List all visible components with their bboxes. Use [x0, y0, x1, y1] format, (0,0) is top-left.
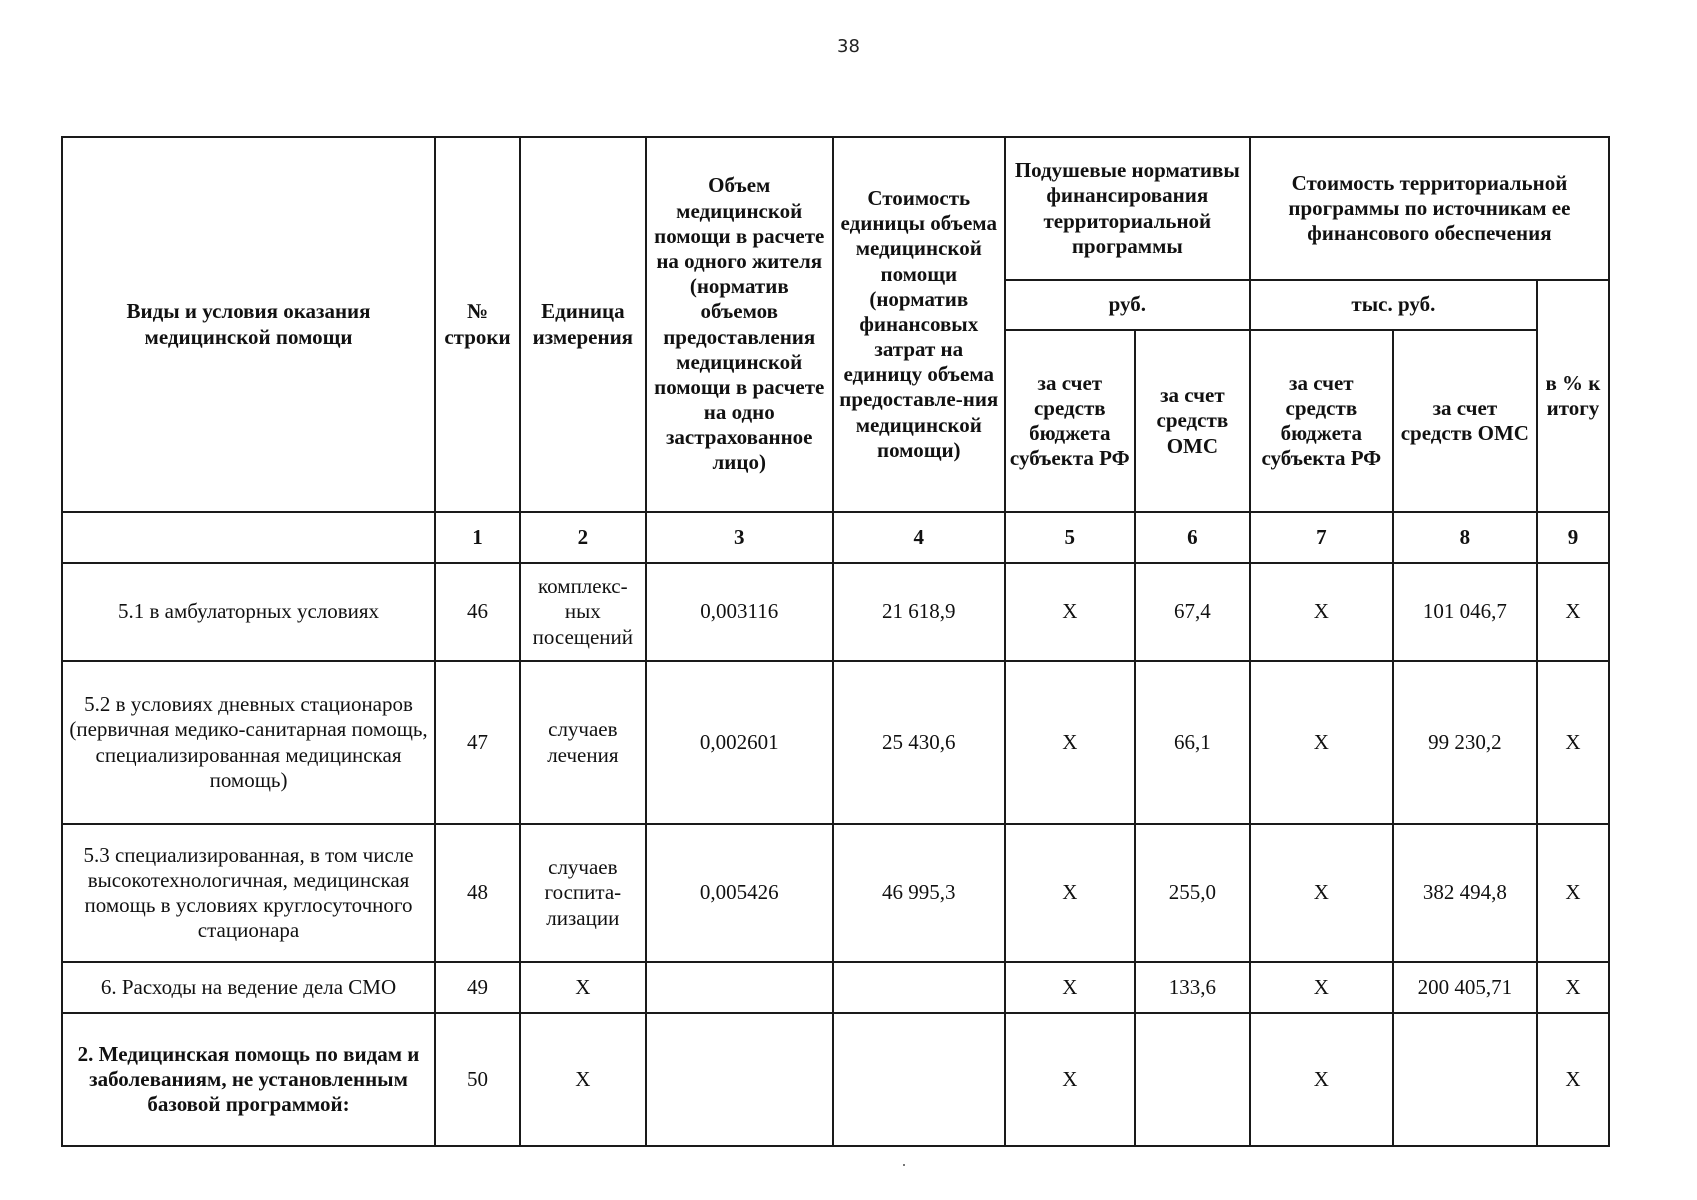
header-percent-total-text: в % к итогу: [1545, 370, 1601, 420]
row-name: 5.1 в амбулаторных условиях: [62, 563, 435, 661]
row-cost: 46 995,3: [833, 824, 1005, 962]
header-program-cost-text: Стоимость территориальной программы по источникам ее финансового обеспечения: [1288, 170, 1571, 246]
column-number: 9: [1537, 512, 1609, 563]
header-cost: [833, 137, 1005, 512]
row-name: 2. Медицинская помощь по видам и заболеваниям, не установленным базовой программой:: [62, 1013, 435, 1146]
row-col9: X: [1537, 661, 1609, 824]
row-col5: X: [1005, 661, 1135, 824]
row-cost: 21 618,9: [833, 563, 1005, 661]
program-cost-table: [61, 136, 1610, 1147]
row-unit: случаев госпита-лизации: [520, 824, 646, 962]
table-row: [62, 824, 1609, 962]
row-volume: 0,002601: [646, 661, 833, 824]
header-oms-text: за счет средств ОМС: [1156, 383, 1229, 458]
row-name: 5.3 специализированная, в том числе высокотехнологичная, медицинская помощь в условиях круглосуточного стационара: [62, 824, 435, 962]
row-number: 49: [435, 962, 520, 1013]
table-row: [62, 962, 1609, 1013]
row-col9: X: [1537, 1013, 1609, 1146]
header-budget-rf-2-text: за счет средств бюджета субъекта РФ: [1261, 370, 1382, 471]
row-col5: X: [1005, 962, 1135, 1013]
header-row-no-text: № строки: [444, 299, 511, 349]
row-name: 5.2 в условиях дневных стационаров (первичная медико-санитарная помощь, специализированная медицинская помощь): [62, 661, 435, 824]
row-unit: X: [520, 1013, 646, 1146]
row-col5: X: [1005, 1013, 1135, 1146]
row-unit: X: [520, 962, 646, 1013]
header-budget-rf-text: за счет средств бюджета субъекта РФ: [1009, 370, 1130, 471]
header-per-capita-text: Подушевые нормативы финансирования территориальной программы: [1014, 158, 1240, 258]
row-col6: [1135, 1013, 1250, 1146]
row-col7: X: [1250, 661, 1393, 824]
header-per-capita: [1005, 137, 1250, 280]
row-col7: X: [1250, 563, 1393, 661]
header-budget-rf: [1005, 330, 1135, 512]
header-unit: [520, 137, 646, 512]
row-col5: X: [1005, 563, 1135, 661]
row-number: 48: [435, 824, 520, 962]
table-row: [62, 661, 1609, 824]
header-thousand-rub-text: тыс. руб.: [1351, 292, 1436, 317]
row-unit: случаев лечения: [520, 661, 646, 824]
row-volume: 0,003116: [646, 563, 833, 661]
page-number: 38: [837, 36, 860, 57]
row-number: 47: [435, 661, 520, 824]
column-number-blank: [62, 512, 435, 563]
header-row-1: [62, 137, 1609, 280]
table-row: [62, 563, 1609, 661]
row-col8: 101 046,7: [1393, 563, 1537, 661]
row-cost: [833, 1013, 1005, 1146]
row-col7: X: [1250, 1013, 1393, 1146]
header-volume: [646, 137, 833, 512]
row-name: 6. Расходы на ведение дела СМО: [62, 962, 435, 1013]
table-row: [62, 1013, 1609, 1146]
header-unit-text: Единица измерения: [532, 299, 634, 349]
scan-speck: [903, 1164, 905, 1166]
column-number: 4: [833, 512, 1005, 563]
header-oms: [1135, 330, 1250, 512]
column-number: 1: [435, 512, 520, 563]
column-number: 7: [1250, 512, 1393, 563]
row-col9: X: [1537, 563, 1609, 661]
row-col6: 133,6: [1135, 962, 1250, 1013]
header-kind: [62, 137, 435, 512]
header-volume-text: Объем медицинской помощи в расчете на одного жителя (норматив объемов предоставления медицинской помощи в расчете на одно застрахованное лицо): [654, 173, 825, 475]
row-col5: X: [1005, 824, 1135, 962]
row-col6: 66,1: [1135, 661, 1250, 824]
row-col8: 99 230,2: [1393, 661, 1537, 824]
header-kind-text: Виды и условия оказания медицинской помощи: [126, 299, 371, 349]
column-number: 3: [646, 512, 833, 563]
row-col6: 67,4: [1135, 563, 1250, 661]
header-row-no: [435, 137, 520, 512]
header-rub: [1005, 280, 1250, 330]
row-volume: 0,005426: [646, 824, 833, 962]
row-volume: [646, 1013, 833, 1146]
header-rub-text: руб.: [1108, 292, 1146, 317]
header-percent-total: [1537, 280, 1609, 512]
row-number: 50: [435, 1013, 520, 1146]
row-col8: 200 405,71: [1393, 962, 1537, 1013]
row-number: 46: [435, 563, 520, 661]
row-unit: комплекс-ных посещений: [520, 563, 646, 661]
column-numbers-row: [62, 512, 1609, 563]
column-number: 2: [520, 512, 646, 563]
row-col7: X: [1250, 824, 1393, 962]
header-budget-rf-2: [1250, 330, 1393, 512]
row-col9: X: [1537, 824, 1609, 962]
header-cost-text: Стоимость единицы объема медицинской помощи (норматив финансовых затрат на единицу объема предоставле-ния медицинской помощи): [839, 185, 999, 462]
header-program-cost: [1250, 137, 1609, 280]
row-cost: 25 430,6: [833, 661, 1005, 824]
row-col8: [1393, 1013, 1537, 1146]
row-col7: X: [1250, 962, 1393, 1013]
header-thousand-rub: [1250, 280, 1537, 330]
column-number: 6: [1135, 512, 1250, 563]
row-col8: 382 494,8: [1393, 824, 1537, 962]
column-number: 5: [1005, 512, 1135, 563]
row-col9: X: [1537, 962, 1609, 1013]
header-oms-2-text: за счет средств ОМС: [1400, 395, 1529, 445]
row-col6: 255,0: [1135, 824, 1250, 962]
row-volume: [646, 962, 833, 1013]
row-cost: [833, 962, 1005, 1013]
column-number: 8: [1393, 512, 1537, 563]
header-oms-2: [1393, 330, 1537, 512]
